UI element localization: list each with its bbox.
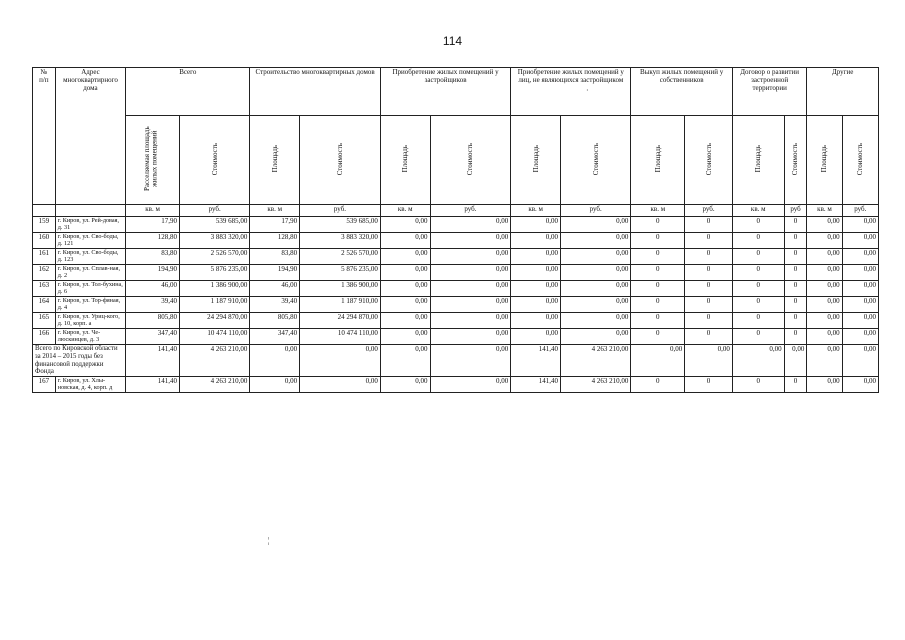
- value-cell: 0,00: [631, 345, 685, 377]
- value-cell: 0: [732, 377, 784, 393]
- table-row: [33, 233, 879, 249]
- value-cell: 0,00: [380, 265, 430, 281]
- unit-cell: руб.: [300, 205, 381, 217]
- num-header: № п/п: [33, 68, 56, 205]
- group-header-other: Другие: [807, 68, 879, 116]
- value-cell: 10 474 110,00: [300, 329, 381, 345]
- row-address: г. Киров, ул. Сво-боды, д. 123: [55, 249, 125, 265]
- value-cell: 0: [732, 233, 784, 249]
- value-cell: 0,00: [842, 329, 878, 345]
- value-cell: 0: [784, 265, 807, 281]
- value-cell: 0,00: [380, 345, 430, 377]
- sub-header: Расселяемая площадь жилых помещений: [126, 116, 180, 205]
- unit-cell: руб.: [560, 205, 630, 217]
- value-cell: 0: [685, 281, 733, 297]
- row-address: г. Киров, ул. Хлы-новская, д. 4, корп. д: [55, 377, 125, 393]
- value-cell: 0: [732, 281, 784, 297]
- value-cell: 0,00: [430, 297, 511, 313]
- value-cell: 0: [631, 313, 685, 329]
- value-cell: 0: [631, 233, 685, 249]
- value-cell: 0: [685, 329, 733, 345]
- value-cell: 0,00: [511, 313, 561, 329]
- sub-header: Стоимость: [784, 116, 807, 205]
- value-cell: 0,00: [380, 249, 430, 265]
- value-cell: 0: [631, 329, 685, 345]
- row-address: г. Киров, ул. Тор-фяная, д. 4: [55, 297, 125, 313]
- value-cell: 2 526 570,00: [300, 249, 381, 265]
- header-sub-row: [33, 116, 879, 205]
- row-number: 167: [33, 377, 56, 393]
- value-cell: 0,00: [807, 345, 842, 377]
- value-cell: 0,00: [430, 281, 511, 297]
- sub-header: Площадь: [732, 116, 784, 205]
- group-header-total: Всего: [126, 68, 250, 116]
- value-cell: 0,00: [842, 297, 878, 313]
- value-cell: 0,00: [380, 377, 430, 393]
- value-cell: 0,00: [560, 297, 630, 313]
- page-number: 114: [442, 34, 463, 48]
- housing-table: [32, 67, 879, 393]
- value-cell: 0,00: [560, 265, 630, 281]
- value-cell: 17,90: [250, 217, 300, 233]
- value-cell: 0: [685, 377, 733, 393]
- value-cell: 0: [732, 249, 784, 265]
- table-row: [33, 345, 879, 377]
- value-cell: 0,00: [842, 281, 878, 297]
- sub-header: Площадь: [380, 116, 430, 205]
- value-cell: 0,00: [560, 233, 630, 249]
- value-cell: 0,00: [380, 313, 430, 329]
- value-cell: 539 685,00: [179, 217, 249, 233]
- value-cell: 24 294 870,00: [179, 313, 249, 329]
- value-cell: 83,80: [250, 249, 300, 265]
- value-cell: 0: [784, 217, 807, 233]
- table-row: [33, 313, 879, 329]
- value-cell: 0,00: [560, 329, 630, 345]
- value-cell: 194,90: [250, 265, 300, 281]
- value-cell: 0,00: [430, 345, 511, 377]
- value-cell: 805,80: [250, 313, 300, 329]
- sub-header: Стоимость: [430, 116, 511, 205]
- value-cell: 0,00: [842, 377, 878, 393]
- value-cell: 0,00: [560, 281, 630, 297]
- value-cell: 0: [685, 217, 733, 233]
- value-cell: 0: [784, 249, 807, 265]
- table-row: [33, 281, 879, 297]
- value-cell: 805,80: [126, 313, 180, 329]
- group-header-construction: Строительство многоквартирных домов: [250, 68, 380, 116]
- row-number: 163: [33, 281, 56, 297]
- value-cell: 0,00: [511, 297, 561, 313]
- value-cell: 0,00: [380, 217, 430, 233]
- value-cell: 24 294 870,00: [300, 313, 381, 329]
- row-number: 166: [33, 329, 56, 345]
- row-address: г. Киров, ул. Че-люскинцев, д. 3: [55, 329, 125, 345]
- value-cell: 0: [685, 297, 733, 313]
- value-cell: 0,00: [430, 329, 511, 345]
- value-cell: 0: [732, 265, 784, 281]
- sub-header: Стоимость: [560, 116, 630, 205]
- row-address: г. Киров, ул. Уриц-кого, д. 10, корп. а: [55, 313, 125, 329]
- value-cell: 39,40: [250, 297, 300, 313]
- value-cell: 0: [784, 313, 807, 329]
- value-cell: 0,00: [430, 217, 511, 233]
- value-cell: 141,40: [511, 377, 561, 393]
- table-row: [33, 265, 879, 281]
- value-cell: 0: [784, 297, 807, 313]
- group-header-purchase-developers: Приобретение жилых помещений у застройщиков: [380, 68, 510, 116]
- value-cell: 0,00: [250, 377, 300, 393]
- value-cell: 141,40: [511, 345, 561, 377]
- value-cell: 0,00: [842, 217, 878, 233]
- row-number: 162: [33, 265, 56, 281]
- value-cell: 347,40: [250, 329, 300, 345]
- row-number: 159: [33, 217, 56, 233]
- table-row: [33, 249, 879, 265]
- sub-header: Площадь: [250, 116, 300, 205]
- value-cell: 5 876 235,00: [300, 265, 381, 281]
- value-cell: 1 386 900,00: [179, 281, 249, 297]
- value-cell: 0,00: [842, 265, 878, 281]
- unit-cell: кв. м: [807, 205, 842, 217]
- sub-header: Стоимость: [842, 116, 878, 205]
- value-cell: 0: [784, 377, 807, 393]
- value-cell: 17,90: [126, 217, 180, 233]
- value-cell: 3 883 320,00: [179, 233, 249, 249]
- header-group-row: [33, 68, 879, 116]
- value-cell: 0: [732, 329, 784, 345]
- unit-cell: кв. м: [126, 205, 180, 217]
- value-cell: 0: [732, 313, 784, 329]
- value-cell: 0,00: [560, 217, 630, 233]
- value-cell: 2 526 570,00: [179, 249, 249, 265]
- value-cell: 4 263 210,00: [560, 377, 630, 393]
- value-cell: 5 876 235,00: [179, 265, 249, 281]
- value-cell: 128,80: [250, 233, 300, 249]
- value-cell: 0: [631, 377, 685, 393]
- value-cell: 10 474 110,00: [179, 329, 249, 345]
- row-number: 160: [33, 233, 56, 249]
- sub-header: Стоимость: [685, 116, 733, 205]
- sub-header: Стоимость: [179, 116, 249, 205]
- value-cell: 0,00: [430, 233, 511, 249]
- value-cell: 0,00: [807, 281, 842, 297]
- unit-cell: руб.: [842, 205, 878, 217]
- value-cell: 1 386 900,00: [300, 281, 381, 297]
- unit-cell: кв. м: [250, 205, 300, 217]
- value-cell: 0,00: [511, 281, 561, 297]
- value-cell: 4 263 210,00: [179, 345, 249, 377]
- value-cell: 0: [685, 313, 733, 329]
- value-cell: 39,40: [126, 297, 180, 313]
- value-cell: 347,40: [126, 329, 180, 345]
- row-address: г. Киров, ул. Сплав-ная, д. 2: [55, 265, 125, 281]
- value-cell: 0,00: [511, 217, 561, 233]
- unit-cell: кв. м: [732, 205, 784, 217]
- address-header: Адрес многоквартирного дома: [55, 68, 125, 205]
- value-cell: 0: [732, 297, 784, 313]
- value-cell: 0,00: [807, 377, 842, 393]
- group-header-buyout: Выкуп жилых помещений у собственников: [631, 68, 732, 116]
- value-cell: 128,80: [126, 233, 180, 249]
- value-cell: 83,80: [126, 249, 180, 265]
- table-row: [33, 329, 879, 345]
- value-cell: 141,40: [126, 345, 180, 377]
- value-cell: 0,00: [380, 329, 430, 345]
- value-cell: 0,00: [560, 313, 630, 329]
- unit-cell: руб.: [685, 205, 733, 217]
- row-address: г. Киров, ул. Рей-довая, д. 31: [55, 217, 125, 233]
- value-cell: 0: [685, 265, 733, 281]
- group-header-purchase-non-developers: Приобретение жилых помещений у лиц, не являющихся застройщиком: [511, 68, 631, 116]
- value-cell: 0: [732, 217, 784, 233]
- sub-header: Площадь: [807, 116, 842, 205]
- units-row: [33, 205, 879, 217]
- value-cell: 1 187 910,00: [300, 297, 381, 313]
- value-cell: 141,40: [126, 377, 180, 393]
- scan-mark: ¦: [268, 536, 270, 545]
- value-cell: 0: [631, 249, 685, 265]
- value-cell: 0,00: [511, 329, 561, 345]
- row-number: 164: [33, 297, 56, 313]
- value-cell: 0,00: [511, 249, 561, 265]
- value-cell: 0,00: [511, 233, 561, 249]
- row-address: г. Киров, ул. Тол-бухина, д. 6: [55, 281, 125, 297]
- value-cell: 0,00: [842, 233, 878, 249]
- value-cell: 0,00: [842, 249, 878, 265]
- value-cell: 0: [631, 297, 685, 313]
- row-number: 165: [33, 313, 56, 329]
- unit-cell: кв. м: [631, 205, 685, 217]
- value-cell: 0,00: [807, 329, 842, 345]
- unit-cell: руб.: [179, 205, 249, 217]
- value-cell: 0: [685, 249, 733, 265]
- value-cell: 0,00: [807, 249, 842, 265]
- scan-mark: ·: [586, 86, 589, 95]
- table-row: [33, 377, 879, 393]
- value-cell: 0,00: [784, 345, 807, 377]
- value-cell: 0,00: [807, 217, 842, 233]
- value-cell: 1 187 910,00: [179, 297, 249, 313]
- value-cell: 0: [784, 281, 807, 297]
- value-cell: 0,00: [430, 377, 511, 393]
- value-cell: 0,00: [430, 249, 511, 265]
- value-cell: 4 263 210,00: [179, 377, 249, 393]
- value-cell: 0,00: [560, 249, 630, 265]
- sub-header: Стоимость: [300, 116, 381, 205]
- value-cell: 0,00: [300, 377, 381, 393]
- value-cell: 0,00: [430, 313, 511, 329]
- value-cell: 0,00: [732, 345, 784, 377]
- value-cell: 0: [784, 233, 807, 249]
- value-cell: 0,00: [300, 345, 381, 377]
- unit-cell: кв. м: [380, 205, 430, 217]
- value-cell: 0: [631, 265, 685, 281]
- table-row: [33, 297, 879, 313]
- value-cell: 0,00: [430, 265, 511, 281]
- value-cell: 0,00: [807, 233, 842, 249]
- table-row: [33, 217, 879, 233]
- value-cell: 0: [784, 329, 807, 345]
- unit-cell: руб.: [430, 205, 511, 217]
- value-cell: 0: [631, 281, 685, 297]
- value-cell: 0,00: [380, 297, 430, 313]
- value-cell: 0,00: [842, 313, 878, 329]
- value-cell: 4 263 210,00: [560, 345, 630, 377]
- value-cell: 0,00: [685, 345, 733, 377]
- value-cell: 0,00: [511, 265, 561, 281]
- value-cell: 0,00: [250, 345, 300, 377]
- sub-header: Площадь: [631, 116, 685, 205]
- value-cell: 194,90: [126, 265, 180, 281]
- value-cell: 46,00: [126, 281, 180, 297]
- value-cell: 539 685,00: [300, 217, 381, 233]
- value-cell: 0,00: [807, 313, 842, 329]
- group-header-development-contract: Договор о развитии застроенной территории: [732, 68, 807, 116]
- unit-cell: руб: [784, 205, 807, 217]
- value-cell: 0,00: [842, 345, 878, 377]
- value-cell: 0: [685, 233, 733, 249]
- value-cell: 0,00: [807, 297, 842, 313]
- value-cell: 0,00: [380, 233, 430, 249]
- value-cell: 0,00: [380, 281, 430, 297]
- value-cell: 3 883 320,00: [300, 233, 381, 249]
- value-cell: 0,00: [807, 265, 842, 281]
- value-cell: 0: [631, 217, 685, 233]
- unit-cell: кв. м: [511, 205, 561, 217]
- value-cell: 46,00: [250, 281, 300, 297]
- row-address: г. Киров, ул. Сво-боды, д. 121: [55, 233, 125, 249]
- row-label: Всего по Кировской области за 2014 – 2015 годы без финансовой поддержки Фонда: [33, 345, 126, 377]
- sub-header: Площадь: [511, 116, 561, 205]
- row-number: 161: [33, 249, 56, 265]
